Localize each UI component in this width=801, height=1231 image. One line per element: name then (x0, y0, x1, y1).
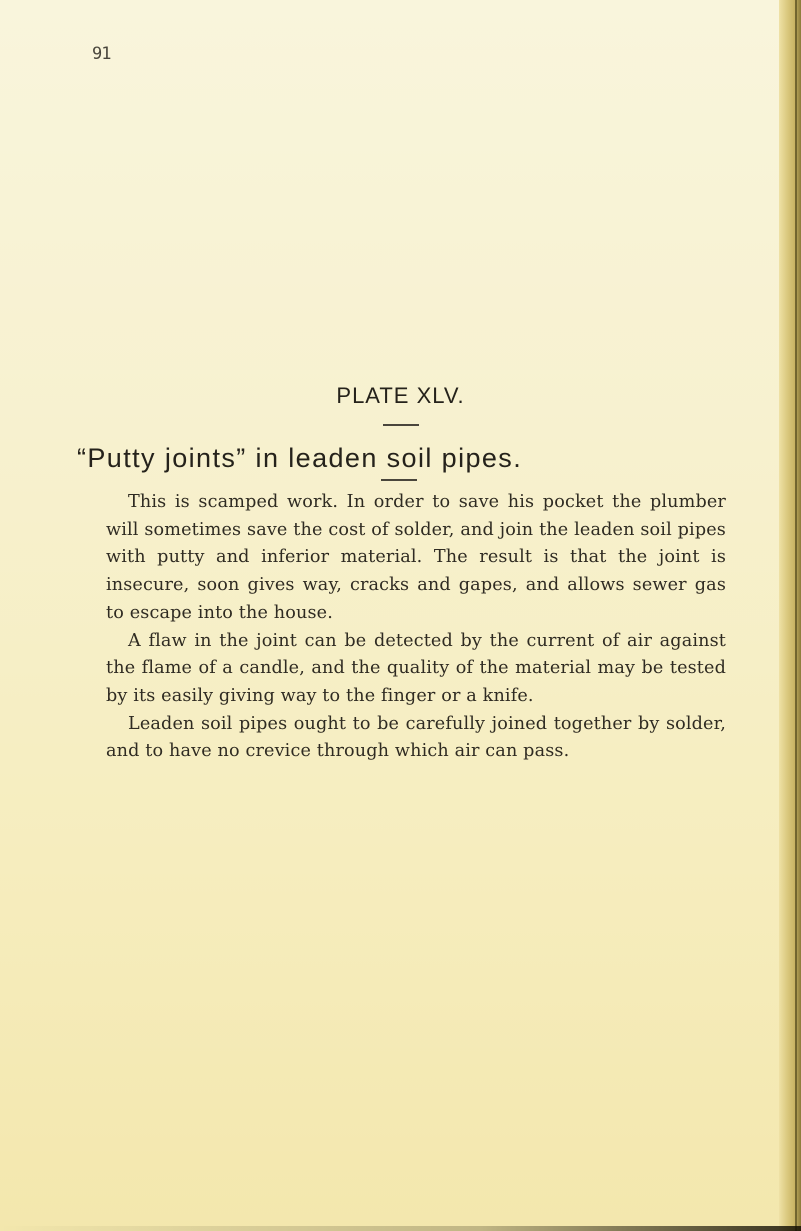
title-rule-bottom (381, 479, 417, 481)
plate-title: PLATE XLV. (336, 383, 465, 408)
page-number: 91 (92, 44, 111, 64)
body-text (106, 489, 726, 766)
paragraph: This is scamped work. In order to save his pocket the plumber will sometimes save the cost of solder, and join the leaden soil pipes with putty and inferior material. The result is that the joint is insecure, soon gives way, cracks and gapes, and allows sewer gas to escape into the house. (106, 492, 726, 623)
paragraph: A flaw in the joint can be detected by the current of air against the flame of a candle, and the quality of the material may be tested by its easily giving way to the finger or a knife. (106, 630, 726, 706)
page-edge-line (795, 0, 797, 1231)
bottom-edge (0, 1226, 801, 1231)
plate-subtitle: “Putty joints” in leaden soil pipes. (77, 443, 523, 473)
paragraph: Leaden soil pipes ought to be carefully joined together by solder, and to have no crevice through which air can pass. (106, 713, 726, 762)
title-rule-top (383, 424, 419, 426)
page-edge (779, 0, 801, 1231)
